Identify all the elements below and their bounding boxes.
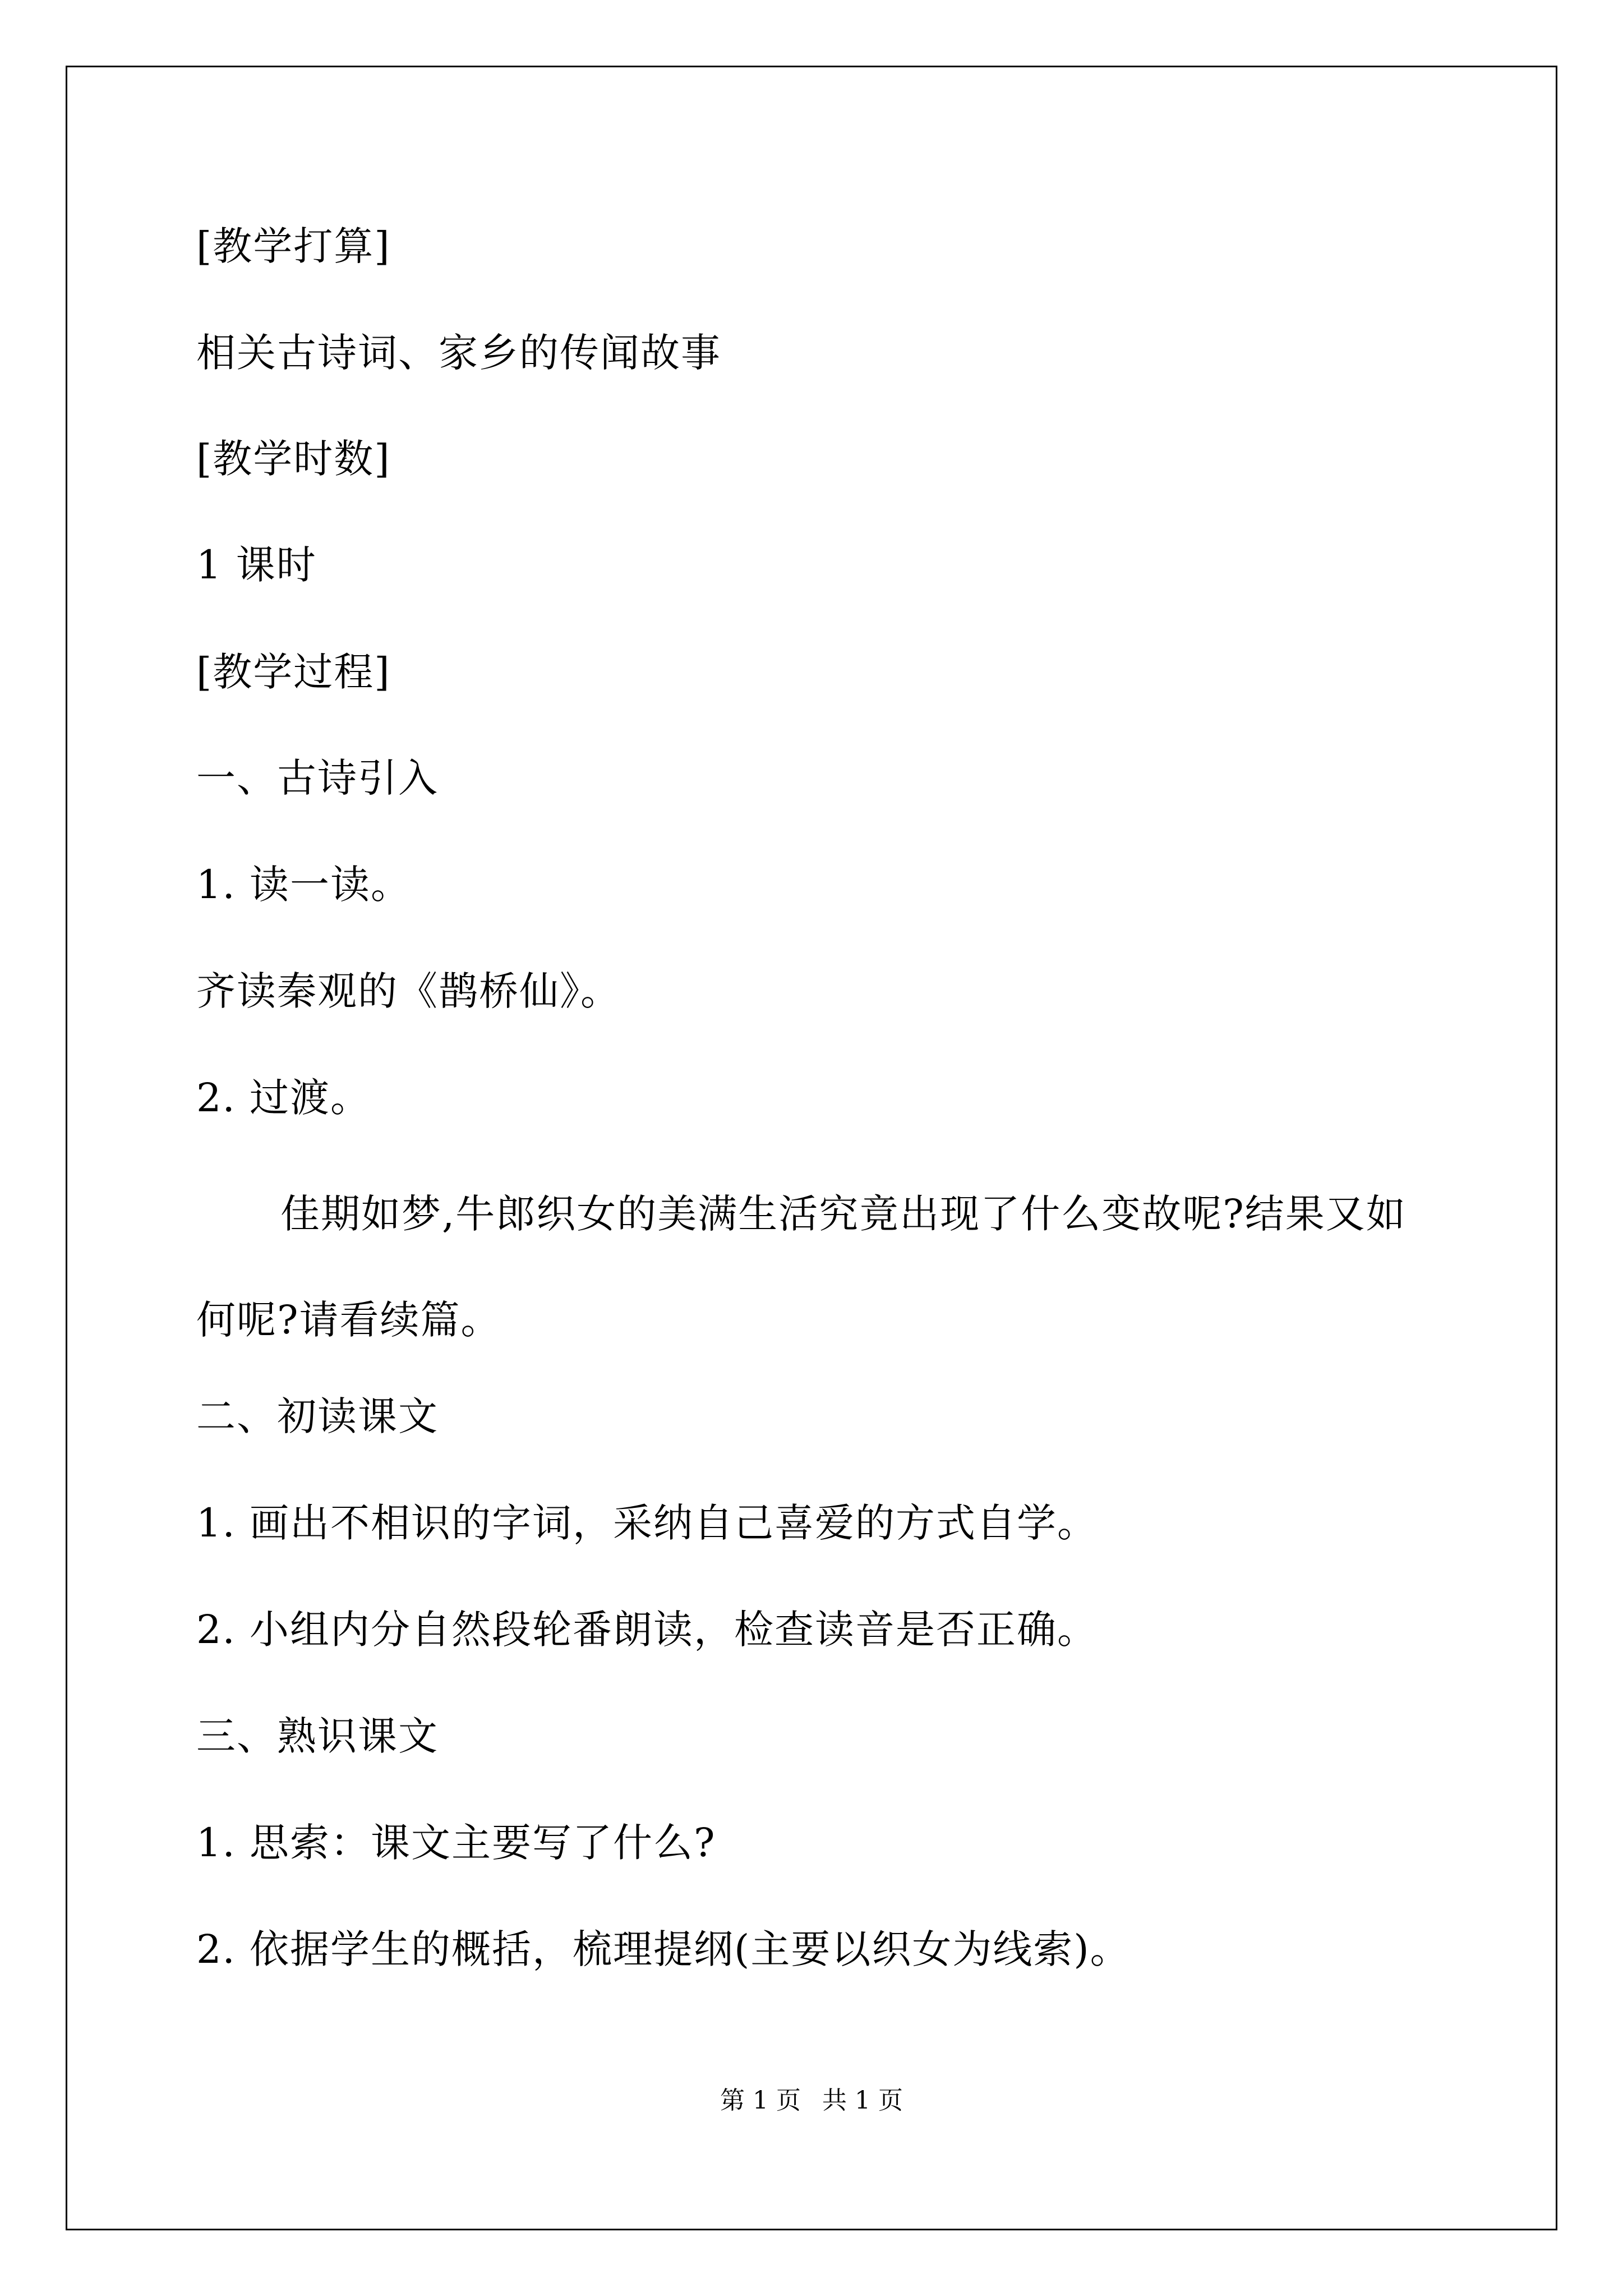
section-heading-1: 一、古诗引入 (196, 755, 439, 801)
page-total: 共 1 页 (822, 2086, 903, 2115)
paragraph-hours: 1 课时 (196, 542, 317, 588)
list-item: 2. 依据学生的概括，梳理提纲(主要以织女为线索)。 (196, 1926, 1131, 1972)
list-item: 1. 思索：课文主要写了什么? (196, 1820, 716, 1866)
paragraph-materials: 相关古诗词、家乡的传闻故事 (196, 330, 721, 376)
page-border (66, 66, 1557, 2230)
section-heading-3: 三、熟识课文 (196, 1713, 439, 1759)
heading-teaching-hours: [教学时数] (196, 436, 391, 482)
page-number: 第 1 页 (720, 2086, 801, 2115)
page-footer (0, 2080, 1623, 2116)
paragraph-transition: 佳期如梦,牛郎织女的美满生活究竟出现了什么变故呢?结果又如何呢?请看续篇。 (196, 1191, 1407, 1343)
list-item: 2. 小组内分自然段轮番朗读，检查读音是否正确。 (196, 1607, 1098, 1653)
list-item: 1. 读一读。 (196, 862, 412, 908)
heading-teaching-process: [教学过程] (196, 649, 391, 695)
paragraph: 齐读秦观的《鹊桥仙》。 (196, 968, 621, 1014)
list-item: 2. 过渡。 (196, 1075, 371, 1121)
heading-teaching-preparation: [教学打算] (196, 223, 391, 269)
section-heading-2: 二、初读课文 (196, 1393, 439, 1439)
list-item: 1. 画出不相识的字词，采纳自己喜爱的方式自学。 (196, 1500, 1098, 1546)
